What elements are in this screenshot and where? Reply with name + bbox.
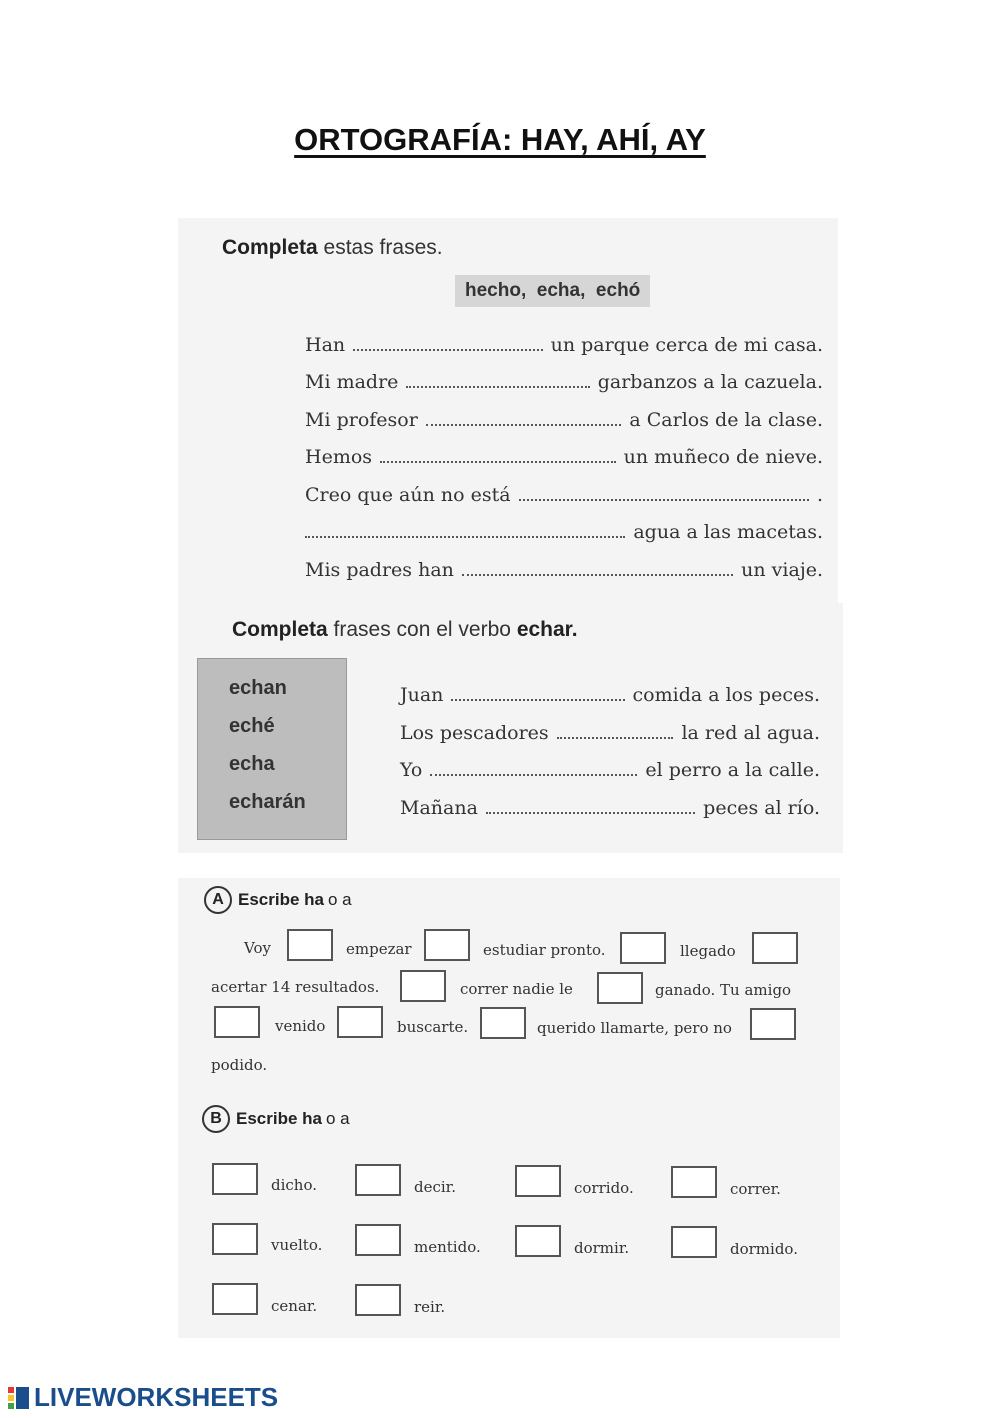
answer-box[interactable] bbox=[750, 1008, 796, 1040]
answer-box[interactable] bbox=[355, 1224, 401, 1256]
page-title: ORTOGRAFÍA: HAY, AHÍ, AY bbox=[294, 122, 706, 157]
exercise-b-heading: B Escribe ha o a bbox=[202, 1105, 350, 1133]
answer-box[interactable] bbox=[212, 1283, 258, 1315]
exercise-word: dormido. bbox=[730, 1240, 798, 1258]
s1-row-4: Hemos un muñeco de nieve. bbox=[305, 446, 823, 468]
answer-box[interactable] bbox=[400, 970, 446, 1002]
verb-word: eché bbox=[229, 715, 275, 737]
verb-box bbox=[197, 658, 347, 840]
blank-line[interactable] bbox=[353, 348, 542, 351]
verb-word: echa bbox=[229, 753, 275, 775]
s2-row-4: Mañana peces al río. bbox=[400, 797, 820, 819]
answer-box[interactable] bbox=[597, 972, 643, 1004]
exercise-text: podido. bbox=[211, 1056, 268, 1074]
answer-box[interactable] bbox=[212, 1223, 258, 1255]
exercise-word: mentido. bbox=[414, 1238, 481, 1256]
exercise-text: correr nadie le bbox=[460, 980, 573, 998]
blank-line[interactable] bbox=[557, 736, 674, 739]
s1-row-3: Mi profesor a Carlos de la clase. bbox=[305, 409, 823, 431]
exercise-a-letter: A bbox=[204, 886, 232, 914]
blank-line[interactable] bbox=[380, 460, 616, 463]
exercise-text: empezar bbox=[346, 940, 412, 958]
exercise-a-heading: A Escribe ha o a bbox=[204, 886, 352, 914]
answer-box[interactable] bbox=[214, 1006, 260, 1038]
s1-row-6: agua a las macetas. bbox=[305, 521, 823, 543]
exercise-word: vuelto. bbox=[271, 1236, 323, 1254]
s2-row-1: Juan comida a los peces. bbox=[400, 684, 820, 706]
verb-word: echan bbox=[229, 677, 287, 699]
exercise-b-letter: B bbox=[202, 1105, 230, 1133]
blank-line[interactable] bbox=[305, 535, 625, 538]
section2-heading-rest: frases con el verbo bbox=[333, 618, 511, 641]
s1-row-7: Mis padres han un viaje. bbox=[305, 559, 823, 581]
answer-box[interactable] bbox=[212, 1163, 258, 1195]
exercise-text: venido bbox=[275, 1017, 326, 1035]
exercise-word: correr. bbox=[730, 1180, 781, 1198]
answer-box[interactable] bbox=[480, 1007, 526, 1039]
exercise-text: llegado bbox=[680, 942, 736, 960]
blank-line[interactable] bbox=[426, 423, 622, 426]
blank-line[interactable] bbox=[519, 498, 809, 501]
blank-line[interactable] bbox=[451, 698, 624, 701]
answer-box[interactable] bbox=[671, 1226, 717, 1258]
verb-word: echarán bbox=[229, 791, 306, 813]
exercise-word: dormir. bbox=[574, 1239, 630, 1257]
exercise-text: buscarte. bbox=[397, 1018, 469, 1036]
exercise-word: corrido. bbox=[574, 1179, 634, 1197]
s1-row-2: Mi madre garbanzos a la cazuela. bbox=[305, 371, 823, 393]
answer-box[interactable] bbox=[515, 1165, 561, 1197]
answer-box[interactable] bbox=[287, 929, 333, 961]
answer-box[interactable] bbox=[424, 929, 470, 961]
blank-line[interactable] bbox=[462, 573, 733, 576]
section1-heading-bold: Completa bbox=[222, 236, 318, 259]
blank-line[interactable] bbox=[430, 773, 637, 776]
exercise-word: cenar. bbox=[271, 1297, 318, 1315]
section1-heading-rest: estas frases. bbox=[323, 236, 443, 259]
blank-line[interactable] bbox=[406, 385, 589, 388]
exercise-text: ganado. Tu amigo bbox=[655, 981, 792, 999]
answer-box[interactable] bbox=[515, 1225, 561, 1257]
exercise-text: acertar 14 resultados. bbox=[211, 978, 380, 996]
exercise-word: decir. bbox=[414, 1178, 456, 1196]
answer-box[interactable] bbox=[355, 1284, 401, 1316]
answer-box[interactable] bbox=[752, 932, 798, 964]
exercise-word: reir. bbox=[414, 1298, 446, 1316]
answer-box[interactable] bbox=[620, 932, 666, 964]
exercise-text: querido llamarte, pero no bbox=[537, 1019, 732, 1037]
s1-row-1: Han un parque cerca de mi casa. bbox=[305, 334, 823, 356]
exercise-text: estudiar pronto. bbox=[483, 941, 606, 959]
liveworksheets-logo-icon bbox=[8, 1385, 30, 1411]
liveworksheets-logo bbox=[8, 1382, 278, 1413]
s2-row-2: Los pescadores la red al agua. bbox=[400, 722, 820, 744]
liveworksheets-logo-text: LIVEWORKSHEETS bbox=[34, 1382, 279, 1412]
word-bank: hecho, echa, echó bbox=[455, 275, 650, 307]
s2-row-3: Yo el perro a la calle. bbox=[400, 759, 820, 781]
exercise-word: dicho. bbox=[271, 1176, 317, 1194]
section1-heading bbox=[222, 236, 443, 260]
section2-heading-verb: echar. bbox=[516, 618, 578, 641]
exercise-text: Voy bbox=[244, 939, 271, 957]
section2-heading bbox=[232, 618, 578, 642]
answer-box[interactable] bbox=[355, 1164, 401, 1196]
answer-box[interactable] bbox=[337, 1006, 383, 1038]
blank-line[interactable] bbox=[486, 811, 695, 814]
s1-row-5: Creo que aún no está . bbox=[305, 484, 823, 506]
section2-heading-bold: Completa bbox=[232, 618, 328, 641]
answer-box[interactable] bbox=[671, 1166, 717, 1198]
